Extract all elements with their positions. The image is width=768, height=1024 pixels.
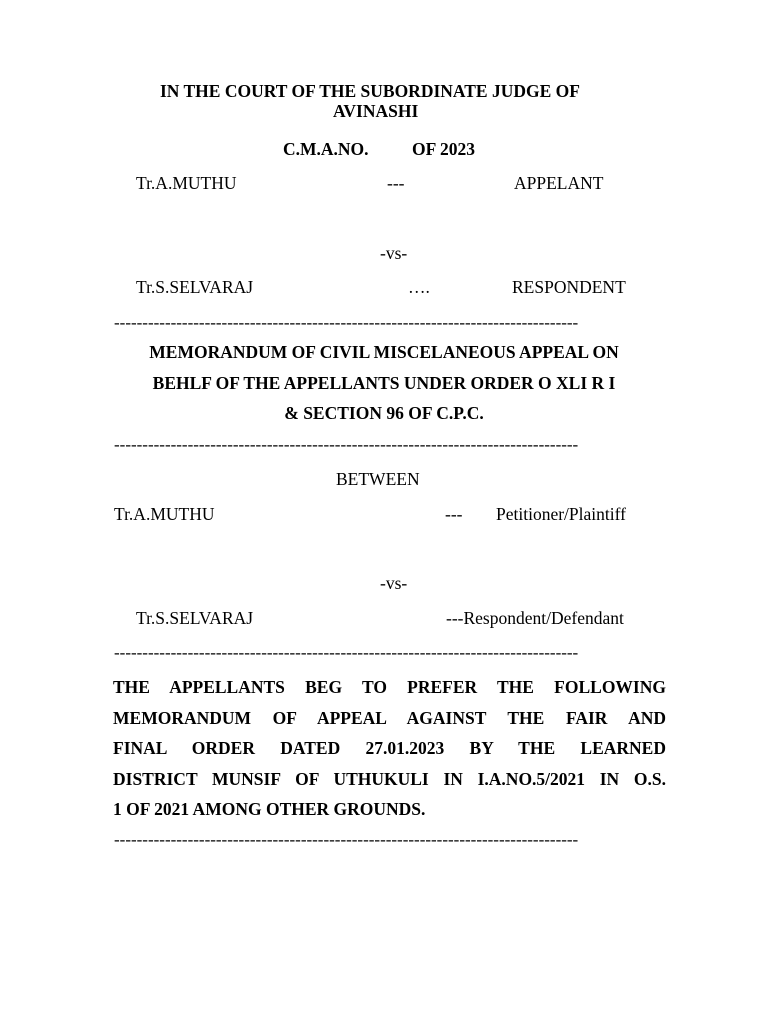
appellant-separator: --- (387, 173, 405, 193)
versus-between: -vs- (380, 573, 408, 593)
body-line-4: DISTRICT MUNSIF OF UTHUKULI IN I.A.NO.5/2021 IN O.S. (113, 768, 666, 789)
respondent-name-between: Tr.S.SELVARAJ (136, 608, 254, 628)
case-number-prefix: C.M.A.NO. (283, 139, 369, 159)
petitioner-name: Tr.A.MUTHU (114, 504, 215, 524)
body-line-5: 1 OF 2021 AMONG OTHER GROUNDS. (113, 799, 426, 819)
divider-2: ---------------------------------------------------------------------------------- (114, 435, 579, 454)
divider-3: ---------------------------------------------------------------------------------- (114, 643, 579, 662)
appellant-role: APPELANT (514, 173, 604, 193)
divider-1: ---------------------------------------------------------------------------------- (114, 313, 579, 332)
divider-4: ---------------------------------------------------------------------------------- (114, 830, 579, 849)
petitioner-separator: --- (445, 504, 463, 524)
respondent-separator-top: …. (408, 277, 430, 297)
body-line-3: FINAL ORDER DATED 27.01.2023 BY THE LEARNED (113, 738, 666, 758)
versus-top: -vs- (380, 243, 408, 263)
memorandum-title-line2: BEHLF OF THE APPELLANTS UNDER ORDER O XLI R I (152, 373, 616, 393)
petitioner-role: Petitioner/Plaintiff (496, 504, 626, 524)
memorandum-title-line3: & SECTION 96 OF C.P.C. (284, 403, 484, 423)
body-line-2: MEMORANDUM OF APPEAL AGAINST THE FAIR AND (113, 707, 666, 728)
case-number-year: OF 2023 (412, 139, 476, 159)
memorandum-title-line1: MEMORANDUM OF CIVIL MISCELANEOUS APPEAL ON (149, 342, 619, 362)
body-paragraph (113, 672, 666, 825)
court-heading-line2: AVINASHI (333, 101, 419, 121)
respondent-name-top: Tr.S.SELVARAJ (136, 277, 254, 297)
respondent-role-top: RESPONDENT (512, 277, 626, 297)
court-heading-line1: IN THE COURT OF THE SUBORDINATE JUDGE OF (160, 81, 580, 101)
respondent-role-between: ---Respondent/Defendant (446, 608, 624, 628)
appellant-name: Tr.A.MUTHU (136, 173, 237, 193)
body-line-1: THE APPELLANTS BEG TO PREFER THE FOLLOWING (113, 677, 666, 697)
between-heading: BETWEEN (336, 469, 420, 489)
